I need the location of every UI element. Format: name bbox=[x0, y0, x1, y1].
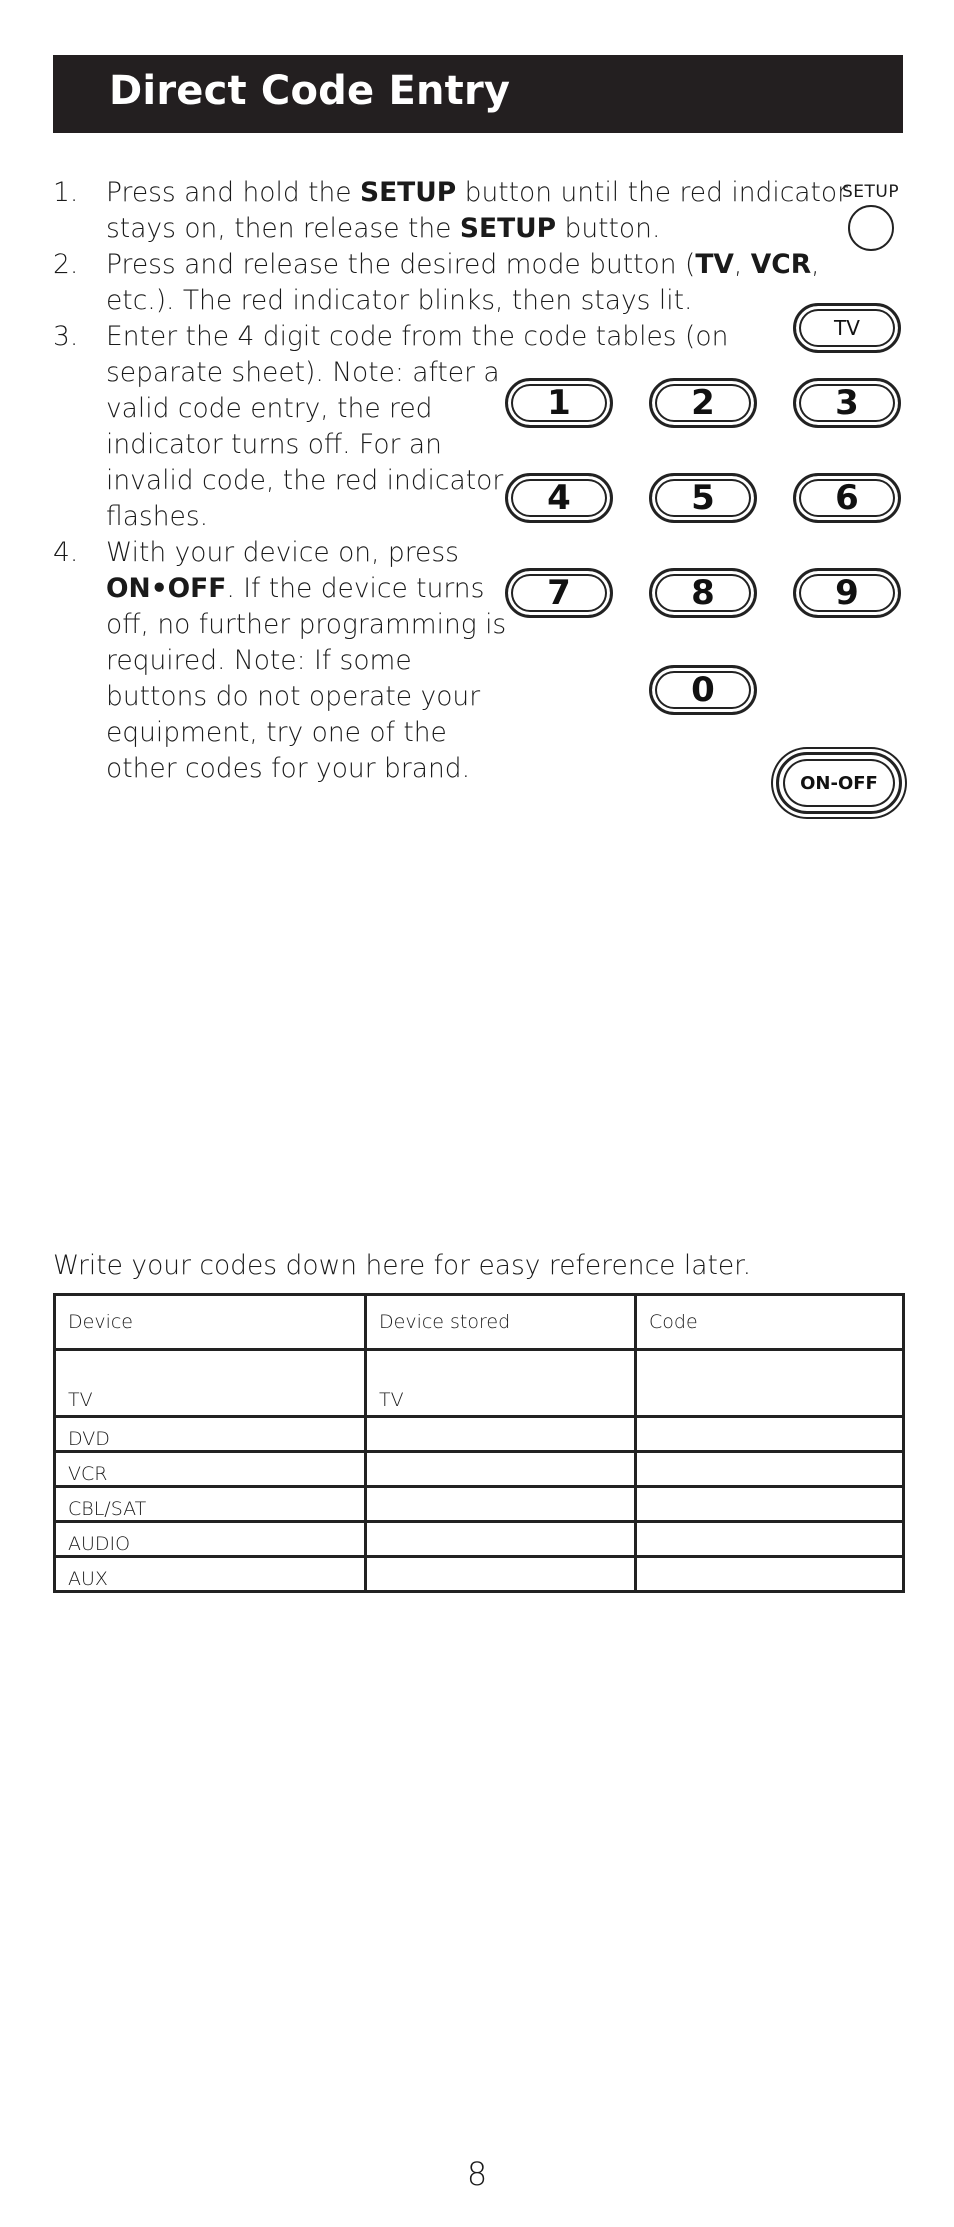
page-title: Direct Code Entry bbox=[109, 68, 511, 114]
step-keyword: TV bbox=[695, 249, 734, 280]
device-cell: VCR bbox=[55, 1452, 366, 1487]
column-header: Device bbox=[55, 1295, 366, 1350]
step-number: 2. bbox=[53, 249, 79, 280]
digit-2-button: 2 bbox=[649, 378, 757, 428]
code-cell bbox=[636, 1557, 904, 1592]
code-cell bbox=[636, 1452, 904, 1487]
step-keyword: SETUP bbox=[359, 177, 457, 208]
code-cell bbox=[636, 1417, 904, 1452]
step-4 bbox=[53, 535, 516, 787]
device-stored-cell: TV bbox=[366, 1350, 636, 1417]
step-text: . If the device turns off, no further programming is required. Note: If some buttons do not operate your equipment, try one of the other codes for your brand. bbox=[106, 573, 507, 784]
device-stored-cell bbox=[366, 1487, 636, 1522]
step-text: button until the red indicator stays on, then release the bbox=[106, 177, 849, 244]
step-1 bbox=[53, 175, 856, 247]
table-row bbox=[55, 1487, 904, 1522]
digit-0-button: 0 bbox=[649, 665, 757, 715]
digit-3-button: 3 bbox=[793, 378, 901, 428]
page-number: 8 bbox=[466, 2155, 488, 2193]
instructions-list bbox=[53, 175, 913, 787]
digit-6-button: 6 bbox=[793, 473, 901, 523]
setup-button-label: SETUP bbox=[842, 182, 900, 202]
step-2 bbox=[53, 247, 856, 319]
tv-mode-button: TV bbox=[793, 303, 901, 353]
step-3 bbox=[53, 319, 913, 535]
device-stored-cell bbox=[366, 1417, 636, 1452]
codes-intro: Write your codes down here for easy reference later. bbox=[53, 1250, 752, 1281]
column-header: Code bbox=[636, 1295, 904, 1350]
code-cell bbox=[636, 1350, 904, 1417]
device-cell: TV bbox=[55, 1350, 366, 1417]
header-banner bbox=[53, 55, 903, 133]
code-cell bbox=[636, 1522, 904, 1557]
codes-table bbox=[53, 1293, 905, 1593]
step-text: separate sheet). Note: after a valid code entry, the red indicator turns off. For an invalid code, the red indicator flashes. bbox=[106, 357, 504, 532]
device-stored-cell bbox=[366, 1452, 636, 1487]
step-keyword: VCR bbox=[750, 249, 812, 280]
on-off-button: ON-OFF bbox=[776, 752, 902, 814]
step-number: 1. bbox=[53, 177, 79, 208]
digit-5-button: 5 bbox=[649, 473, 757, 523]
step-text: With your device on, press bbox=[106, 537, 459, 568]
digit-9-button: 9 bbox=[793, 568, 901, 618]
step-number: 4. bbox=[53, 537, 79, 568]
table-row bbox=[55, 1417, 904, 1452]
code-cell bbox=[636, 1487, 904, 1522]
digit-4-button: 4 bbox=[505, 473, 613, 523]
digit-7-button: 7 bbox=[505, 568, 613, 618]
column-header: Device stored bbox=[366, 1295, 636, 1350]
step-number: 3. bbox=[53, 321, 79, 352]
device-cell: AUX bbox=[55, 1557, 366, 1592]
table-header-row bbox=[55, 1295, 904, 1350]
device-cell: DVD bbox=[55, 1417, 366, 1452]
step-keyword: ON•OFF bbox=[106, 573, 227, 604]
digit-1-button: 1 bbox=[505, 378, 613, 428]
table-row bbox=[55, 1452, 904, 1487]
step-text: Enter the 4 digit code from the code tables (on bbox=[106, 321, 729, 352]
table-row bbox=[55, 1522, 904, 1557]
device-cell: AUDIO bbox=[55, 1522, 366, 1557]
step-text: , bbox=[733, 249, 751, 280]
setup-button bbox=[848, 205, 894, 251]
step-text: , etc.). The red indicator blinks, then stays lit. bbox=[106, 249, 820, 316]
digit-8-button: 8 bbox=[649, 568, 757, 618]
table-row bbox=[55, 1557, 904, 1592]
table-row bbox=[55, 1350, 904, 1417]
step-text: Press and release the desired mode button ( bbox=[106, 249, 696, 280]
device-cell: CBL/SAT bbox=[55, 1487, 366, 1522]
device-stored-cell bbox=[366, 1522, 636, 1557]
device-stored-cell bbox=[366, 1557, 636, 1592]
step-keyword: SETUP bbox=[459, 213, 557, 244]
step-text: button. bbox=[556, 213, 661, 244]
step-text: Press and hold the bbox=[106, 177, 360, 208]
